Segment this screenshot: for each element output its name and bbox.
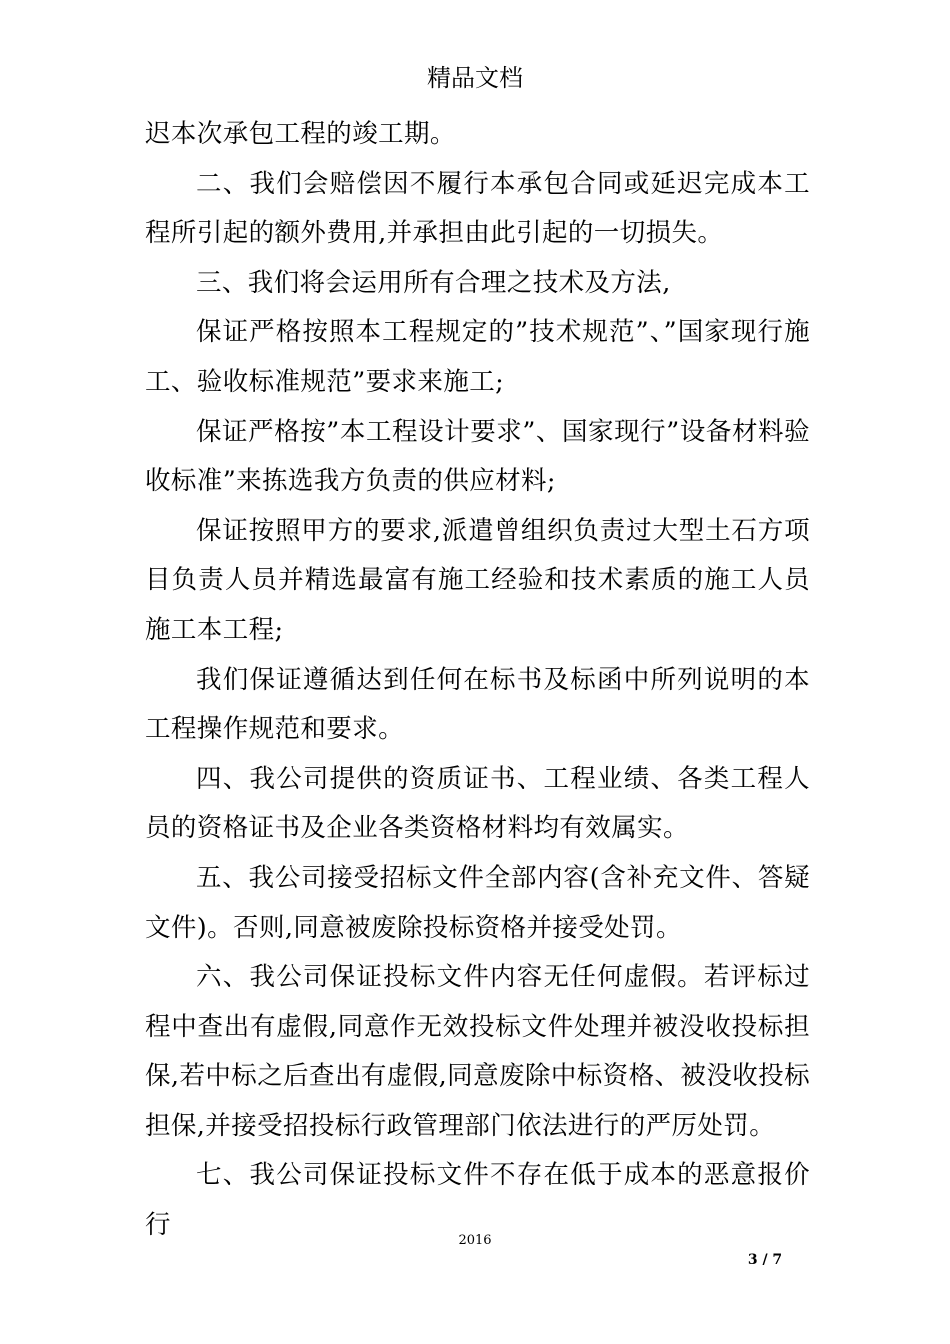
paragraph-clause-6: 六、我公司保证投标文件内容无任何虚假。若评标过程中查出有虚假,同意作无效投标文件处理并被没收投标担保,若中标之后查出有虚假,同意废除中标资格、被没收投标担保,并接受招投标行政管理部门依法进行的严厉处罚。: [145, 962, 810, 1141]
paragraph-clause-2: 二、我们会赔偿因不履行本承包合同或延迟完成本工程所引起的额外费用,并承担由此引起的一切损失。: [145, 168, 810, 249]
paragraph-clause-3-item-2: 保证严格按”本工程设计要求”、国家现行”设备材料验收标准”来拣选我方负责的供应材料;: [145, 416, 810, 497]
page-number: 3 / 7: [747, 1252, 783, 1268]
page-header-title: 精品文档: [427, 64, 523, 92]
paragraph-clause-4: 四、我公司提供的资质证书、工程业绩、各类工程人员的资格证书及企业各类资格材料均有效属实。: [145, 763, 810, 844]
paragraph-clause-7: 七、我公司保证投标文件不存在低于成本的恶意报价行: [145, 1160, 810, 1241]
paragraph-clause-3-item-4: 我们保证遵循达到任何在标书及标函中所列说明的本工程操作规范和要求。: [145, 664, 810, 745]
paragraph-clause-3-item-1: 保证严格按照本工程规定的”技术规范”、”国家现行施工、验收标准规范”要求来施工;: [145, 317, 810, 397]
footer-year: 2016: [458, 1233, 492, 1248]
document-body: [145, 110, 810, 1251]
paragraph-clause-5: 五、我公司接受招标文件全部内容(含补充文件、答疑文件)。否则,同意被废除投标资格并接受处罚。: [145, 862, 810, 943]
paragraph-continuation: 迟本次承包工程的竣工期。: [145, 119, 456, 149]
paragraph-clause-3-item-3: 保证按照甲方的要求,派遣曾组织负责过大型土石方项目负责人员并精选最富有施工经验和技术素质的施工人员施工本工程;: [145, 515, 810, 645]
paragraph-clause-3: 三、我们将会运用所有合理之技术及方法,: [196, 267, 671, 298]
